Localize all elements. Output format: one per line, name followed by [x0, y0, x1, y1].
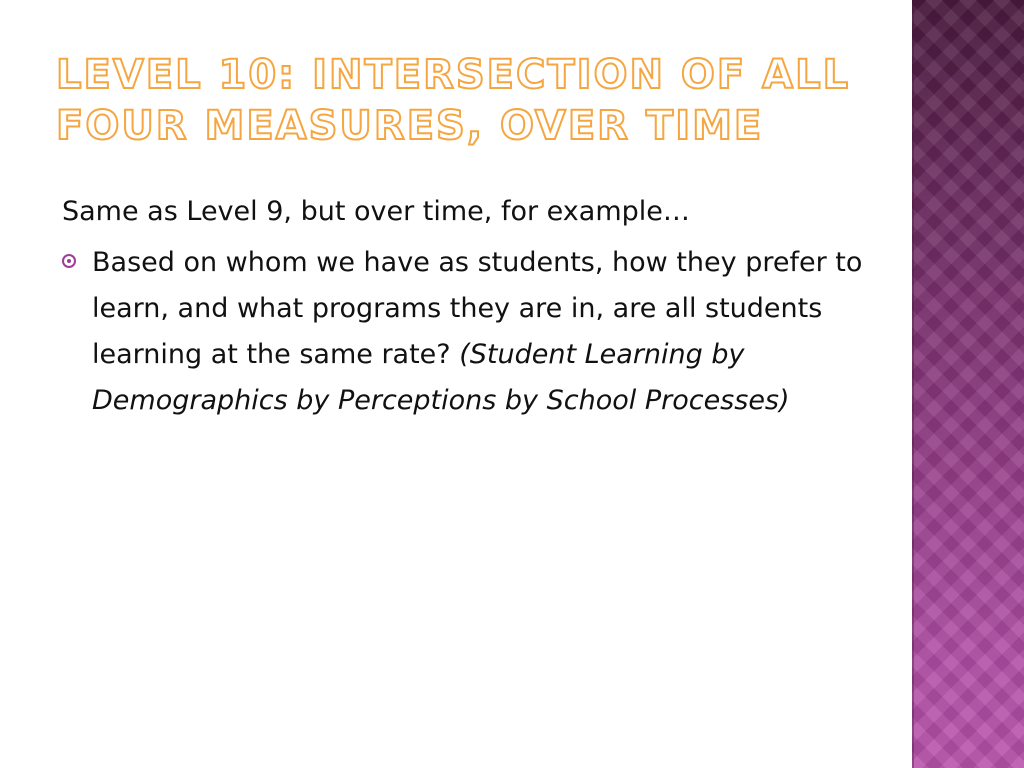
bullet-text-block	[92, 240, 882, 424]
circle-bullet-icon	[62, 254, 76, 268]
bullet-text: Based on whom we have as students, how they prefer to learn, and what programs they are in, are all students learning at the same rate?	[92, 247, 863, 370]
decorative-side-panel	[912, 0, 1024, 768]
side-panel-edge	[912, 0, 914, 768]
bullet-emphasis: (Student Learning by Demographics by Perceptions by School Processes)	[92, 339, 790, 416]
slide-title: LEVEL 10: INTERSECTION OF ALL FOUR MEASURES, OVER TIME	[56, 52, 851, 149]
intro-text: Same as Level 9, but over time, for example…	[62, 196, 690, 227]
